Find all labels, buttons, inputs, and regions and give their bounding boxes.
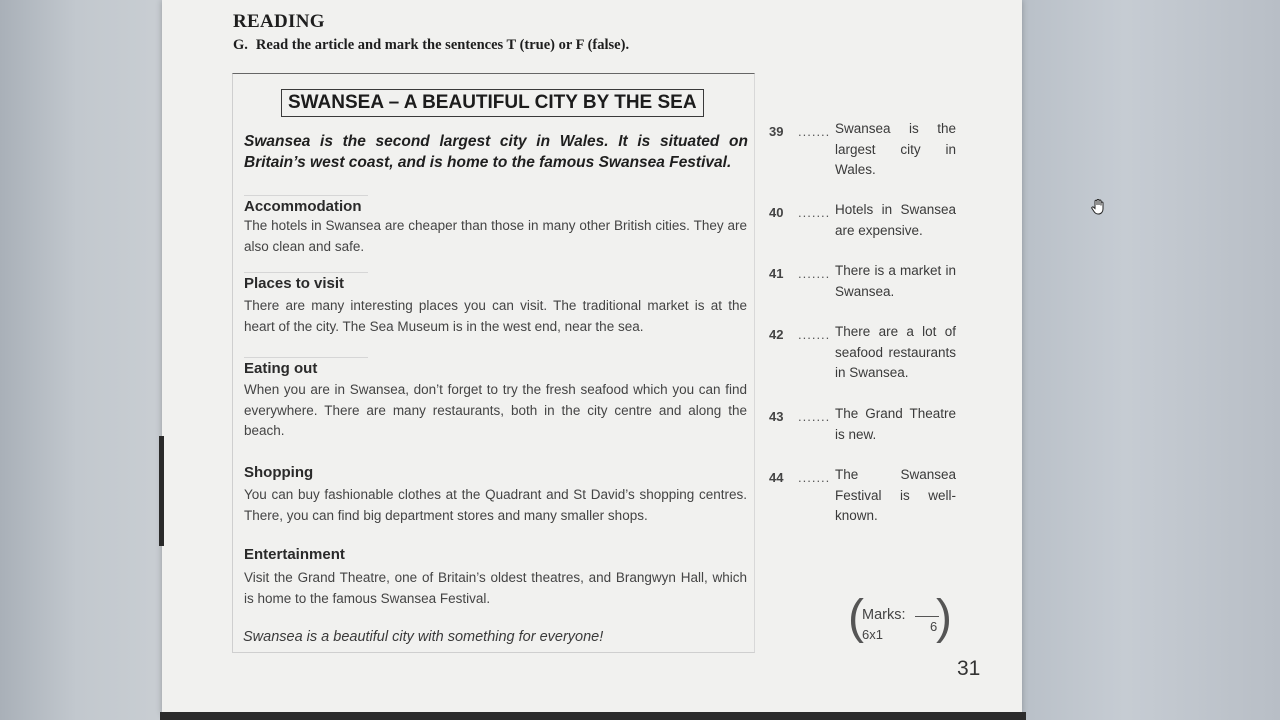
article-closing: Swansea is a beautiful city with something for everyone!: [243, 629, 604, 645]
section-title-shopping: Shopping: [244, 464, 314, 481]
question-statement: There is a market in Swansea.: [835, 263, 956, 299]
marks-label: Marks:: [862, 607, 906, 623]
section-title-entertainment: Entertainment: [244, 546, 345, 563]
section-title-accommodation: Accommodation: [244, 195, 368, 215]
answer-blank[interactable]: .......: [798, 266, 831, 281]
answer-blank[interactable]: .......: [798, 124, 831, 139]
answer-blank[interactable]: .......: [798, 409, 831, 424]
question-number: 43: [769, 409, 784, 424]
section-text-accommodation: The hotels in Swansea are cheaper than those in many other British cities. They are also clean and safe.: [244, 218, 747, 254]
task-number: G.: [233, 37, 248, 53]
page-edge-shadow: [160, 712, 1026, 720]
question-statement: Hotels in Swansea are expensive.: [835, 202, 956, 238]
answer-blank[interactable]: .......: [798, 470, 831, 485]
article-title: SWANSEA – A BEAUTIFUL CITY BY THE SEA: [281, 89, 704, 117]
section-text-entertainment: Visit the Grand Theatre, one of Britain’s oldest theatres, and Brangwyn Hall, which is home to the famous Swansea Festival.: [244, 570, 747, 606]
right-parenthesis: ): [936, 591, 952, 644]
task-instruction: [233, 37, 629, 54]
question-number: 39: [769, 124, 784, 139]
marks-total: 6: [930, 619, 938, 634]
hand-cursor-icon: [1091, 199, 1105, 215]
page-number: 31: [957, 657, 981, 680]
question-statement: There are a lot of seafood restaurants in Swansea.: [835, 324, 956, 380]
book-spine-mark: [159, 436, 164, 546]
section-text-shopping: You can buy fashionable clothes at the Quadrant and St David’s shopping centres. There, you can find big department stores and many smaller shops.: [244, 487, 747, 523]
section-title-places: Places to visit: [244, 272, 368, 292]
marks-box: [848, 591, 952, 648]
answer-blank[interactable]: .......: [798, 327, 831, 342]
left-parenthesis: (: [848, 591, 864, 644]
section-heading: READING: [233, 11, 325, 32]
question-number: 41: [769, 266, 784, 281]
question-number: 42: [769, 327, 784, 342]
task-text: Read the article and mark the sentences T (true) or F (false).: [255, 37, 630, 53]
answer-blank[interactable]: .......: [798, 205, 831, 220]
section-text-places: There are many interesting places you can visit. The traditional market is at the heart of the city. The Sea Museum is in the west end, near the sea.: [244, 298, 747, 334]
question-number: 40: [769, 205, 784, 220]
question-statement: The Grand Theatre is new.: [835, 406, 956, 442]
background-desk-right: [1022, 0, 1280, 720]
question-statement: The Swansea Festival is well-known.: [835, 467, 956, 523]
section-text-eating-out: When you are in Swansea, don’t forget to try the fresh seafood which you can find everywhere. There are many restaurants, both in the city centre and along the beach.: [244, 382, 747, 438]
marks-scheme: 6x1: [862, 627, 883, 642]
article-intro: Swansea is the second largest city in Wales. It is situated on Britain’s west coast, and is home to the famous Swansea Festival.: [244, 133, 748, 171]
section-title-eating-out: Eating out: [244, 357, 368, 377]
question-statement: Swansea is the largest city in Wales.: [835, 121, 956, 177]
question-number: 44: [769, 470, 784, 485]
